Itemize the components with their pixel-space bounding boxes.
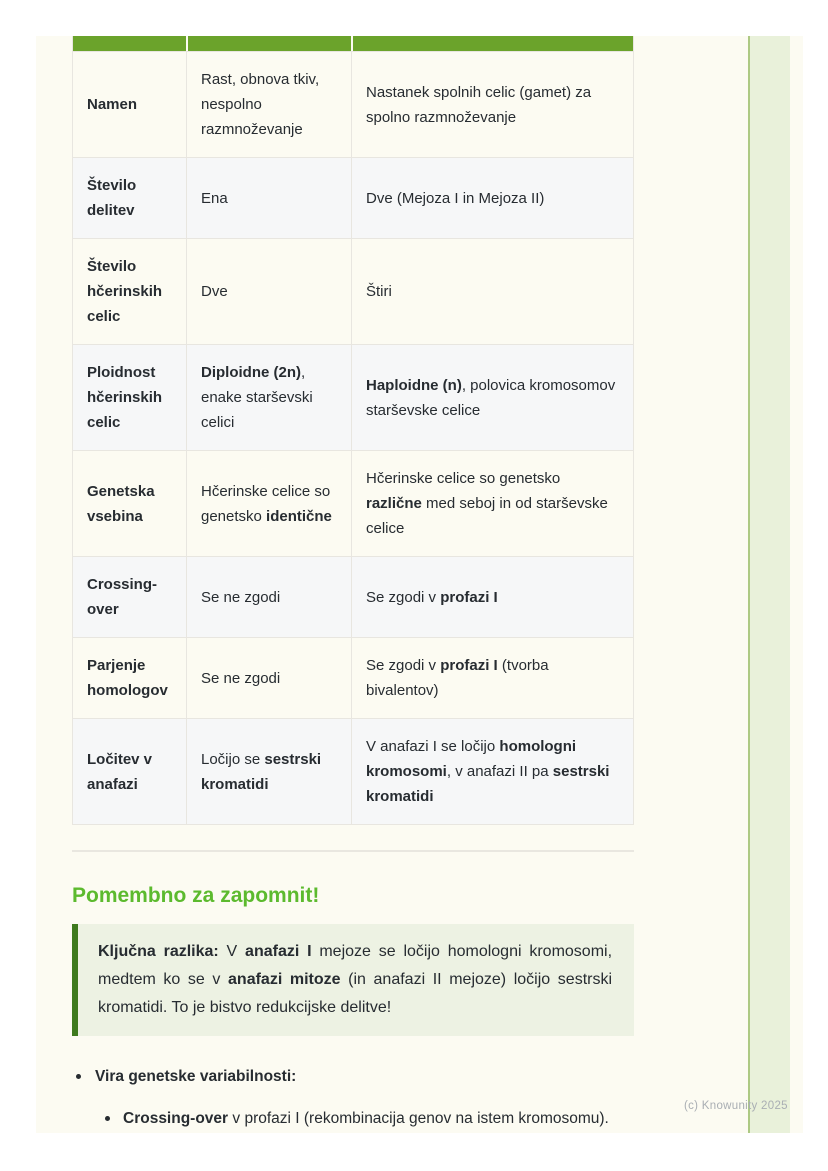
mejoza-cell: Dve (Mejoza I in Mejoza II) bbox=[351, 157, 633, 238]
list-item-text: Vira genetske variabilnosti: bbox=[95, 1068, 297, 1085]
mitoza-cell: Dve bbox=[186, 238, 351, 344]
mejoza-cell: Se zgodi v profazi I bbox=[351, 556, 633, 637]
watermark: (c) Knowunity 2025 bbox=[684, 1100, 788, 1112]
mejoza-cell: Se zgodi v profazi I (tvorba bivalentov) bbox=[351, 637, 633, 718]
table-row bbox=[73, 51, 633, 157]
section-divider bbox=[72, 850, 634, 852]
page-content bbox=[72, 36, 634, 1131]
mitoza-cell: Hčerinske celice so genetsko identične bbox=[186, 450, 351, 556]
mitoza-cell: Se ne zgodi bbox=[186, 637, 351, 718]
comparison-table-body bbox=[73, 51, 633, 824]
table-row bbox=[73, 157, 633, 238]
mitoza-cell: Ločijo se sestrski kromatidi bbox=[186, 718, 351, 824]
document-page bbox=[36, 36, 803, 1133]
table-row bbox=[73, 238, 633, 344]
row-header-cell: Število hčerinskih celic bbox=[73, 238, 186, 344]
mitoza-cell: Diploidne (2n), enake starševski celici bbox=[186, 344, 351, 450]
row-header-cell: Ploidnost hčerinskih celic bbox=[73, 344, 186, 450]
list-item bbox=[72, 1065, 634, 1089]
list-item-text: Crossing-over v profazi I (rekombinacija genov na istem kromosomu). bbox=[123, 1110, 609, 1127]
mejoza-cell: Nastanek spolnih celic (gamet) za spolno razmnoževanje bbox=[351, 51, 633, 157]
list-item bbox=[72, 1107, 634, 1131]
row-header-cell: Ločitev v anafazi bbox=[73, 718, 186, 824]
bullet-list bbox=[72, 1065, 634, 1131]
mitoza-cell: Se ne zgodi bbox=[186, 556, 351, 637]
comparison-table bbox=[72, 36, 634, 825]
table-row bbox=[73, 718, 633, 824]
key-difference-callout bbox=[72, 924, 634, 1036]
table-header-cell bbox=[351, 36, 633, 51]
table-header-row bbox=[73, 36, 633, 51]
row-header-cell: Crossing-over bbox=[73, 556, 186, 637]
row-header-cell: Genetska vsebina bbox=[73, 450, 186, 556]
callout-text: Ključna razlika: V anafazi I mejoze se ločijo homologni kromosomi, medtem ko se v anafazi mitoze (in anafazi II mejoze) ločijo sestrski kromatidi. To je bistvo redukcijske delitve! bbox=[98, 943, 613, 1016]
mejoza-cell: V anafazi I se ločijo homologni kromosomi, v anafazi II pa sestrski kromatidi bbox=[351, 718, 633, 824]
mitoza-cell: Ena bbox=[186, 157, 351, 238]
page-margin-stripe bbox=[748, 36, 790, 1133]
bullet-icon bbox=[105, 1116, 110, 1121]
table-row bbox=[73, 344, 633, 450]
bullet-icon bbox=[76, 1074, 81, 1079]
table-row bbox=[73, 556, 633, 637]
section-heading: Pomembno za zapomnit! bbox=[72, 884, 320, 907]
table-header-cell bbox=[73, 36, 186, 51]
table-header-cell bbox=[186, 36, 351, 51]
mejoza-cell: Haploidne (n), polovica kromosomov starševske celice bbox=[351, 344, 633, 450]
mitoza-cell: Rast, obnova tkiv, nespolno razmnoževanje bbox=[186, 51, 351, 157]
row-header-cell: Parjenje homologov bbox=[73, 637, 186, 718]
row-header-cell: Število delitev bbox=[73, 157, 186, 238]
mejoza-cell: Hčerinske celice so genetsko različne med seboj in od starševske celice bbox=[351, 450, 633, 556]
mejoza-cell: Štiri bbox=[351, 238, 633, 344]
row-header-cell: Namen bbox=[73, 51, 186, 157]
table-row bbox=[73, 450, 633, 556]
table-row bbox=[73, 637, 633, 718]
